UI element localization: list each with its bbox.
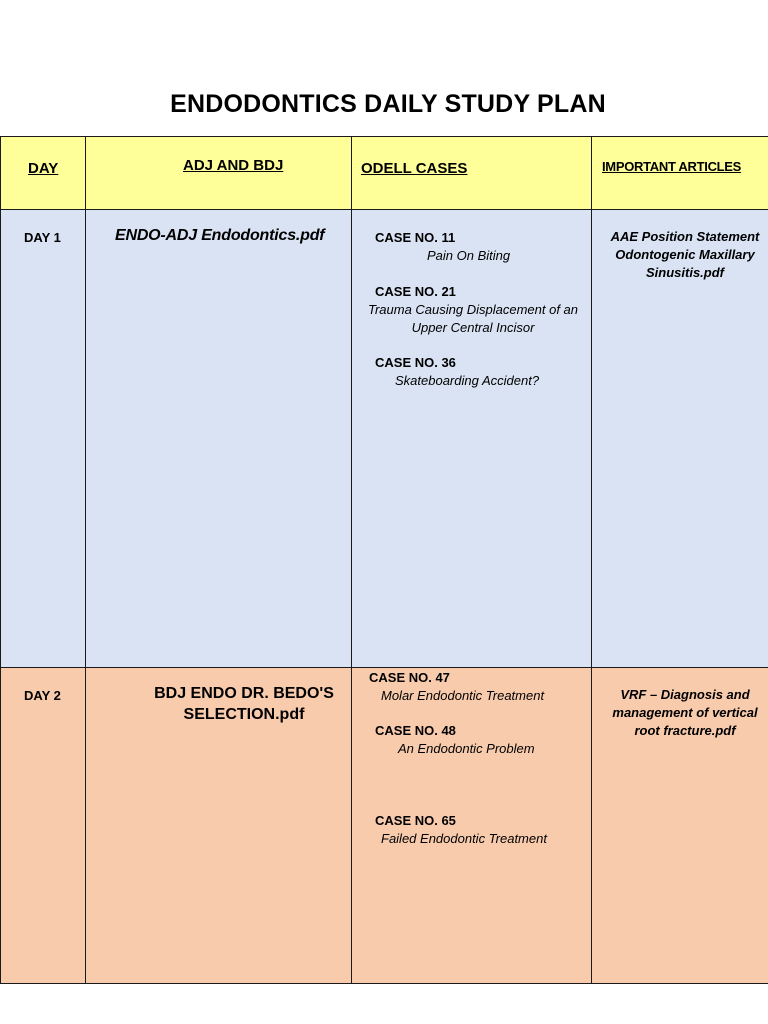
header-odell: ODELL CASES [361, 160, 468, 177]
day1-article: AAE Position Statement Odontogenic Maxillary Sinusitis.pdf [610, 229, 760, 280]
day1-case-3-title: Skateboarding Accident? [395, 373, 540, 388]
page-title: ENDODONTICS DAILY STUDY PLAN [170, 90, 606, 118]
day1-adj-bdj-file: ENDO-ADJ Endodontics.pdf [115, 227, 325, 244]
header-day: DAY [28, 160, 59, 177]
day2-case-3-number: CASE NO. 65 [375, 813, 456, 828]
day2-case-1-title: Molar Endodontic Treatment [381, 688, 545, 703]
header-cell-articles [591, 136, 768, 210]
day2-cell-odell [351, 667, 592, 984]
day2-adj-bdj-file: BDJ ENDO DR. BEDO'S SELECTION.pdf [154, 685, 334, 723]
header-cell-adj-bdj [85, 136, 352, 210]
day2-case-2-title: An Endodontic Problem [398, 741, 535, 756]
day1-case-1-title: Pain On Biting [427, 248, 511, 263]
day1-label: DAY 1 [24, 230, 61, 245]
day1-cell-articles [591, 209, 768, 668]
day1-case-3-number: CASE NO. 36 [375, 355, 456, 370]
day2-cell-day [0, 667, 86, 984]
day1-cell-odell [351, 209, 592, 668]
day2-case-2-number: CASE NO. 48 [375, 723, 456, 738]
day1-cell-adj-bdj [85, 209, 352, 668]
day2-article: VRF – Diagnosis and management of vertical root fracture.pdf [612, 687, 758, 738]
day2-cell-adj-bdj [85, 667, 352, 984]
header-cell-odell [351, 136, 592, 210]
day2-cell-articles [591, 667, 768, 984]
day2-case-3-title: Failed Endodontic Treatment [381, 831, 547, 846]
header-adj-bdj: ADJ AND BDJ [183, 157, 284, 174]
day1-case-1-number: CASE NO. 11 [375, 230, 456, 245]
day1-case-2-title: Trauma Causing Displacement of an Upper Central Incisor [367, 302, 579, 335]
day1-cell-day [0, 209, 86, 668]
day2-label: DAY 2 [24, 688, 61, 703]
header-articles: IMPORTANT ARTICLES [602, 159, 742, 174]
day1-case-2-number: CASE NO. 21 [375, 284, 456, 299]
header-cell-day [0, 136, 86, 210]
day2-case-1-number: CASE NO. 47 [369, 670, 450, 685]
